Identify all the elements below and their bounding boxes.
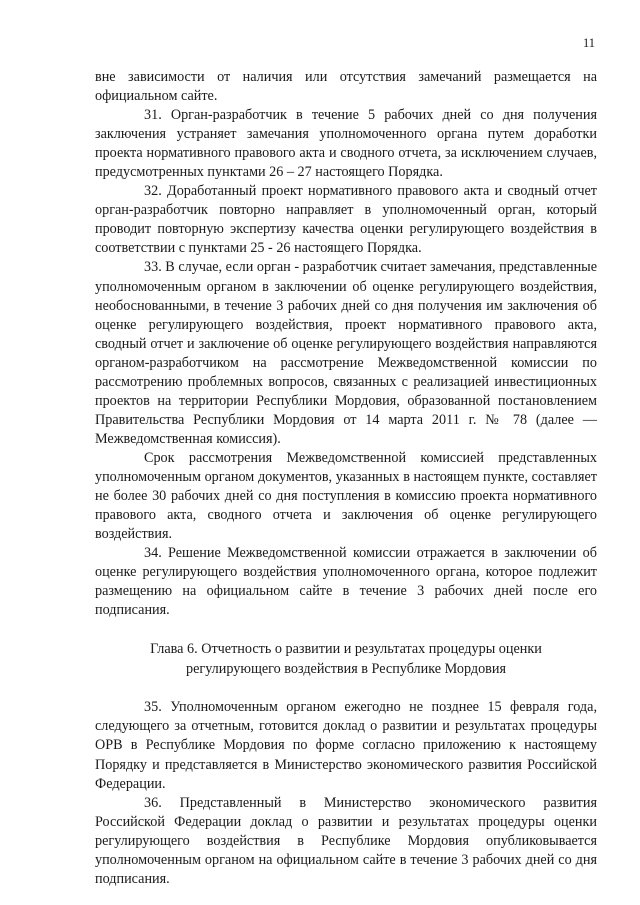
chapter-heading	[95, 640, 597, 679]
paragraph: 31. Орган-разработчик в течение 5 рабочих дней со дня получения заключения устраняет замечания уполномоченного органа путем доработки проекта нормативного правового акта и сводного отчета, за исключением случаев, предусмотренных пунктами 26 – 27 настоящего Порядка.	[95, 107, 597, 181]
paragraph: Срок рассмотрения Межведомственной комиссией представленных уполномоченным органом документов, указанных в настоящем пункте, составляет не более 30 рабочих дней со дня поступления в комиссию проекта нормативного правового акта, сводного отчета и заключения об оценке регулирующего воздействия.	[95, 449, 597, 543]
paragraph: вне зависимости от наличия или отсутствия замечаний размещается на официальном сайте.	[95, 69, 597, 105]
paragraph: 35. Уполномоченным органом ежегодно не позднее 15 февраля года, следующего за отчетным, готовится доклад о развитии и результатах процедуры ОРВ в Республике Мордовия по форме согласно приложению к настоящему Порядку и представляется в Министерство экономического развития Российской Федерации.	[95, 699, 597, 792]
document-body	[95, 68, 597, 889]
page-number: 11	[583, 36, 596, 50]
chapter-heading-line-2: регулирующего воздействия в Республике Мордовия	[186, 660, 506, 677]
paragraph: 33. В случае, если орган - разработчик считает замечания, представленные уполномоченным органом в заключении об оценке регулирующего воздействия, необоснованными, в течение 3 рабочих дней со дня получения им заключения об оценке регулирующего воздействия, проект нормативного правового акта, сводный отчет и заключение об оценке регулирующего воздействия направляются органом-разработчиком на рассмотрение Межведомственной комиссии по рассмотрению проблемных вопросов, связанных с реализацией инвестиционных проектов на территории Республики Мордовия, образованной постановлением Правительства Республики Мордовия от 14 марта 2011 г. № 78 (далее — Межведомственная комиссия).	[95, 259, 597, 447]
paragraph: 36. Представленный в Министерство экономического развития Российской Федерации доклад о развитии и результатах процедуры оценки регулирующего воздействия в Республике Мордовия опубликовывается уполномоченным органом на официальном сайте в течение 3 рабочих дней со дня подписания.	[95, 794, 597, 887]
paragraph: 34. Решение Межведомственной комиссии отражается в заключении об оценке регулирующего воздействия уполномоченного органа, которое подлежит размещению на официальном сайте в течение 3 рабочих дней после его подписания.	[95, 545, 597, 619]
paragraph: 32. Доработанный проект нормативного правового акта и сводный отчет орган-разработчик повторно направляет в уполномоченный орган, который проводит повторную экспертизу качества оценки регулирующего воздействия в соответствии с пунктами 25 - 26 настоящего Порядка.	[95, 183, 597, 257]
paragraphs-after-chapter	[95, 698, 597, 888]
chapter-heading-line-1: Глава 6. Отчетность о развитии и результатах процедуры оценки	[150, 641, 542, 658]
paragraphs-before-chapter	[95, 68, 597, 620]
